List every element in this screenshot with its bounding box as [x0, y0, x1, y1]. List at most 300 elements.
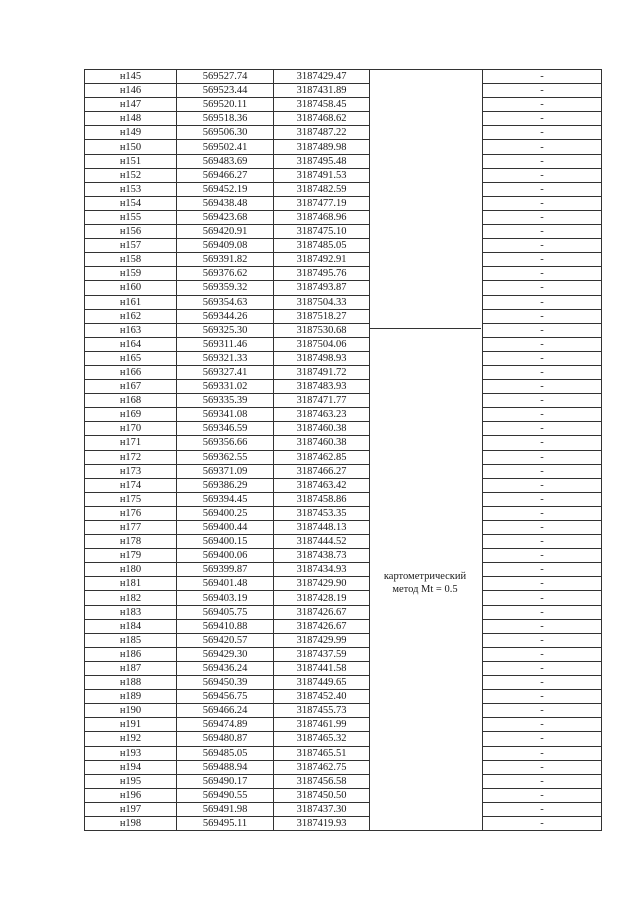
x-coordinate-cell: 569450.39 [177, 676, 274, 690]
x-coordinate-cell: 569331.02 [177, 380, 274, 394]
deviation-cell: - [483, 802, 602, 816]
y-coordinate-cell: 3187456.58 [274, 774, 370, 788]
method-cell [370, 506, 483, 520]
method-cell [370, 464, 483, 478]
point-cell: н179 [85, 549, 177, 563]
point-cell: н150 [85, 140, 177, 154]
deviation-cell: - [483, 140, 602, 154]
y-coordinate-cell: 3187437.30 [274, 802, 370, 816]
deviation-cell: - [483, 84, 602, 98]
method-cell [370, 605, 483, 619]
x-coordinate-cell: 569474.89 [177, 718, 274, 732]
deviation-cell: - [483, 281, 602, 295]
coordinates-table [84, 69, 602, 831]
x-coordinate-cell: 569341.08 [177, 408, 274, 422]
y-coordinate-cell: 3187450.50 [274, 788, 370, 802]
table-row [85, 774, 602, 788]
point-cell: н191 [85, 718, 177, 732]
deviation-cell: - [483, 309, 602, 323]
method-cell [370, 760, 483, 774]
point-cell: н145 [85, 70, 177, 84]
method-cell [370, 802, 483, 816]
method-cell [370, 774, 483, 788]
deviation-cell: - [483, 549, 602, 563]
method-cell [370, 112, 483, 126]
x-coordinate-cell: 569452.19 [177, 182, 274, 196]
method-cell [370, 521, 483, 535]
y-coordinate-cell: 3187449.65 [274, 676, 370, 690]
y-coordinate-cell: 3187438.73 [274, 549, 370, 563]
x-coordinate-cell: 569480.87 [177, 732, 274, 746]
y-coordinate-cell: 3187426.67 [274, 619, 370, 633]
deviation-cell: - [483, 506, 602, 520]
y-coordinate-cell: 3187504.06 [274, 337, 370, 351]
method-cell [370, 380, 483, 394]
y-coordinate-cell: 3187429.90 [274, 577, 370, 591]
y-coordinate-cell: 3187426.67 [274, 605, 370, 619]
y-coordinate-cell: 3187429.99 [274, 633, 370, 647]
deviation-cell: - [483, 521, 602, 535]
y-coordinate-cell: 3187463.23 [274, 408, 370, 422]
method-cell [370, 154, 483, 168]
x-coordinate-cell: 569420.57 [177, 633, 274, 647]
point-cell: н193 [85, 746, 177, 760]
point-cell: н149 [85, 126, 177, 140]
y-coordinate-cell: 3187495.76 [274, 267, 370, 281]
x-coordinate-cell: 569327.41 [177, 365, 274, 379]
deviation-cell: - [483, 535, 602, 549]
y-coordinate-cell: 3187431.89 [274, 84, 370, 98]
deviation-cell: - [483, 168, 602, 182]
deviation-cell: - [483, 661, 602, 675]
method-cell [370, 351, 483, 365]
x-coordinate-cell: 569520.11 [177, 98, 274, 112]
method-cell [370, 295, 483, 309]
x-coordinate-cell: 569325.30 [177, 323, 274, 337]
point-cell: н146 [85, 84, 177, 98]
table-row [85, 549, 602, 563]
point-cell: н189 [85, 690, 177, 704]
method-cell [370, 98, 483, 112]
point-cell: н182 [85, 591, 177, 605]
table-row [85, 690, 602, 704]
method-divider [369, 328, 481, 329]
point-cell: н197 [85, 802, 177, 816]
y-coordinate-cell: 3187493.87 [274, 281, 370, 295]
x-coordinate-cell: 569400.06 [177, 549, 274, 563]
point-cell: н161 [85, 295, 177, 309]
deviation-cell: - [483, 591, 602, 605]
point-cell: н148 [85, 112, 177, 126]
method-cell [370, 478, 483, 492]
method-cell [370, 126, 483, 140]
point-cell: н198 [85, 816, 177, 830]
table-row [85, 732, 602, 746]
table-row [85, 295, 602, 309]
table-row [85, 337, 602, 351]
table-row [85, 154, 602, 168]
method-cell [370, 70, 483, 84]
x-coordinate-cell: 569523.44 [177, 84, 274, 98]
x-coordinate-cell: 569405.75 [177, 605, 274, 619]
y-coordinate-cell: 3187504.33 [274, 295, 370, 309]
table-row [85, 619, 602, 633]
deviation-cell: - [483, 816, 602, 830]
deviation-cell: - [483, 760, 602, 774]
y-coordinate-cell: 3187485.05 [274, 239, 370, 253]
x-coordinate-cell: 569359.32 [177, 281, 274, 295]
table-row [85, 210, 602, 224]
y-coordinate-cell: 3187437.59 [274, 647, 370, 661]
deviation-cell: - [483, 450, 602, 464]
table-row [85, 225, 602, 239]
method-cell [370, 337, 483, 351]
table-row [85, 661, 602, 675]
deviation-cell: - [483, 196, 602, 210]
deviation-cell: - [483, 690, 602, 704]
method-cell [370, 450, 483, 464]
point-cell: н170 [85, 422, 177, 436]
point-cell: н195 [85, 774, 177, 788]
deviation-cell: - [483, 563, 602, 577]
table-row [85, 422, 602, 436]
x-coordinate-cell: 569438.48 [177, 196, 274, 210]
y-coordinate-cell: 3187491.53 [274, 168, 370, 182]
method-cell [370, 394, 483, 408]
table-row [85, 760, 602, 774]
table-row [85, 408, 602, 422]
point-cell: н177 [85, 521, 177, 535]
point-cell: н152 [85, 168, 177, 182]
x-coordinate-cell: 569371.09 [177, 464, 274, 478]
table-row [85, 535, 602, 549]
deviation-cell: - [483, 732, 602, 746]
table-row [85, 112, 602, 126]
method-cell [370, 168, 483, 182]
table-row [85, 239, 602, 253]
deviation-cell: - [483, 422, 602, 436]
method-cell [370, 225, 483, 239]
deviation-cell: - [483, 577, 602, 591]
y-coordinate-cell: 3187462.75 [274, 760, 370, 774]
deviation-cell: - [483, 704, 602, 718]
table-row [85, 70, 602, 84]
deviation-cell: - [483, 380, 602, 394]
point-cell: н178 [85, 535, 177, 549]
x-coordinate-cell: 569321.33 [177, 351, 274, 365]
deviation-cell: - [483, 154, 602, 168]
point-cell: н175 [85, 492, 177, 506]
y-coordinate-cell: 3187460.38 [274, 436, 370, 450]
table-row [85, 605, 602, 619]
method-cell [370, 281, 483, 295]
point-cell: н167 [85, 380, 177, 394]
point-cell: н162 [85, 309, 177, 323]
y-coordinate-cell: 3187482.59 [274, 182, 370, 196]
deviation-cell: - [483, 774, 602, 788]
point-cell: н185 [85, 633, 177, 647]
x-coordinate-cell: 569490.17 [177, 774, 274, 788]
table-row [85, 168, 602, 182]
coordinates-table-body [85, 70, 602, 831]
point-cell: н151 [85, 154, 177, 168]
x-coordinate-cell: 569362.55 [177, 450, 274, 464]
x-coordinate-cell: 569466.24 [177, 704, 274, 718]
y-coordinate-cell: 3187483.93 [274, 380, 370, 394]
table-row [85, 478, 602, 492]
y-coordinate-cell: 3187468.62 [274, 112, 370, 126]
method-cell [370, 816, 483, 830]
point-cell: н158 [85, 253, 177, 267]
y-coordinate-cell: 3187453.35 [274, 506, 370, 520]
table-row [85, 506, 602, 520]
point-cell: н194 [85, 760, 177, 774]
table-row [85, 577, 602, 591]
point-cell: н183 [85, 605, 177, 619]
table-row [85, 253, 602, 267]
point-cell: н160 [85, 281, 177, 295]
table-row [85, 309, 602, 323]
deviation-cell: - [483, 365, 602, 379]
table-row [85, 521, 602, 535]
y-coordinate-cell: 3187489.98 [274, 140, 370, 154]
deviation-cell: - [483, 112, 602, 126]
point-cell: н186 [85, 647, 177, 661]
table-row [85, 98, 602, 112]
deviation-cell: - [483, 718, 602, 732]
deviation-cell: - [483, 605, 602, 619]
x-coordinate-cell: 569391.82 [177, 253, 274, 267]
table-row [85, 633, 602, 647]
table-row [85, 492, 602, 506]
point-cell: н176 [85, 506, 177, 520]
table-row [85, 394, 602, 408]
deviation-cell: - [483, 239, 602, 253]
table-row [85, 196, 602, 210]
table-row [85, 84, 602, 98]
y-coordinate-cell: 3187429.47 [274, 70, 370, 84]
table-row [85, 351, 602, 365]
deviation-cell: - [483, 619, 602, 633]
point-cell: н156 [85, 225, 177, 239]
x-coordinate-cell: 569490.55 [177, 788, 274, 802]
y-coordinate-cell: 3187492.91 [274, 253, 370, 267]
table-row [85, 788, 602, 802]
x-coordinate-cell: 569344.26 [177, 309, 274, 323]
method-cell [370, 661, 483, 675]
deviation-cell: - [483, 436, 602, 450]
y-coordinate-cell: 3187428.19 [274, 591, 370, 605]
x-coordinate-cell: 569483.69 [177, 154, 274, 168]
y-coordinate-cell: 3187441.58 [274, 661, 370, 675]
method-cell [370, 323, 483, 337]
point-cell: н180 [85, 563, 177, 577]
table-row [85, 704, 602, 718]
table-row [85, 450, 602, 464]
x-coordinate-cell: 569346.59 [177, 422, 274, 436]
x-coordinate-cell: 569518.36 [177, 112, 274, 126]
y-coordinate-cell: 3187465.32 [274, 732, 370, 746]
deviation-cell: - [483, 478, 602, 492]
point-cell: н147 [85, 98, 177, 112]
x-coordinate-cell: 569356.66 [177, 436, 274, 450]
deviation-cell: - [483, 337, 602, 351]
x-coordinate-cell: 569423.68 [177, 210, 274, 224]
method-cell [370, 619, 483, 633]
point-cell: н154 [85, 196, 177, 210]
point-cell: н166 [85, 365, 177, 379]
y-coordinate-cell: 3187434.93 [274, 563, 370, 577]
table-row [85, 126, 602, 140]
table-row [85, 718, 602, 732]
deviation-cell: - [483, 492, 602, 506]
x-coordinate-cell: 569409.08 [177, 239, 274, 253]
y-coordinate-cell: 3187461.99 [274, 718, 370, 732]
y-coordinate-cell: 3187419.93 [274, 816, 370, 830]
point-cell: н172 [85, 450, 177, 464]
table-row [85, 746, 602, 760]
x-coordinate-cell: 569420.91 [177, 225, 274, 239]
x-coordinate-cell: 569429.30 [177, 647, 274, 661]
point-cell: н164 [85, 337, 177, 351]
table-row [85, 647, 602, 661]
point-cell: н188 [85, 676, 177, 690]
method-cell [370, 309, 483, 323]
point-cell: н153 [85, 182, 177, 196]
method-cell [370, 196, 483, 210]
method-cell [370, 549, 483, 563]
method-cell [370, 140, 483, 154]
y-coordinate-cell: 3187498.93 [274, 351, 370, 365]
method-cell [370, 535, 483, 549]
y-coordinate-cell: 3187458.86 [274, 492, 370, 506]
deviation-cell: - [483, 70, 602, 84]
y-coordinate-cell: 3187495.48 [274, 154, 370, 168]
deviation-cell: - [483, 408, 602, 422]
y-coordinate-cell: 3187530.68 [274, 323, 370, 337]
method-cell [370, 690, 483, 704]
method-cell [370, 788, 483, 802]
table-row [85, 464, 602, 478]
y-coordinate-cell: 3187491.72 [274, 365, 370, 379]
x-coordinate-cell: 569491.98 [177, 802, 274, 816]
table-row [85, 323, 602, 337]
method-cell [370, 422, 483, 436]
x-coordinate-cell: 569466.27 [177, 168, 274, 182]
point-cell: н173 [85, 464, 177, 478]
point-cell: н184 [85, 619, 177, 633]
y-coordinate-cell: 3187518.27 [274, 309, 370, 323]
table-row [85, 802, 602, 816]
x-coordinate-cell: 569400.15 [177, 535, 274, 549]
method-line-1: картометрический [383, 571, 467, 582]
deviation-cell: - [483, 394, 602, 408]
method-cell [370, 182, 483, 196]
deviation-cell: - [483, 253, 602, 267]
y-coordinate-cell: 3187477.19 [274, 196, 370, 210]
x-coordinate-cell: 569400.25 [177, 506, 274, 520]
y-coordinate-cell: 3187463.42 [274, 478, 370, 492]
x-coordinate-cell: 569410.88 [177, 619, 274, 633]
deviation-cell: - [483, 323, 602, 337]
point-cell: н159 [85, 267, 177, 281]
point-cell: н155 [85, 210, 177, 224]
y-coordinate-cell: 3187487.22 [274, 126, 370, 140]
table-row [85, 140, 602, 154]
deviation-cell: - [483, 182, 602, 196]
method-cell [370, 365, 483, 379]
table-row [85, 676, 602, 690]
y-coordinate-cell: 3187444.52 [274, 535, 370, 549]
deviation-cell: - [483, 351, 602, 365]
x-coordinate-cell: 569335.39 [177, 394, 274, 408]
point-cell: н196 [85, 788, 177, 802]
y-coordinate-cell: 3187465.51 [274, 746, 370, 760]
point-cell: н165 [85, 351, 177, 365]
x-coordinate-cell: 569386.29 [177, 478, 274, 492]
deviation-cell: - [483, 267, 602, 281]
x-coordinate-cell: 569401.48 [177, 577, 274, 591]
point-cell: н174 [85, 478, 177, 492]
deviation-cell: - [483, 746, 602, 760]
y-coordinate-cell: 3187458.45 [274, 98, 370, 112]
method-cell [370, 408, 483, 422]
table-row [85, 267, 602, 281]
point-cell: н169 [85, 408, 177, 422]
method-cell [370, 239, 483, 253]
deviation-cell: - [483, 98, 602, 112]
method-cell [370, 253, 483, 267]
method-cell [370, 436, 483, 450]
method-cell [370, 704, 483, 718]
method-note [369, 570, 481, 596]
y-coordinate-cell: 3187475.10 [274, 225, 370, 239]
method-cell [370, 210, 483, 224]
x-coordinate-cell: 569485.05 [177, 746, 274, 760]
point-cell: н181 [85, 577, 177, 591]
y-coordinate-cell: 3187466.27 [274, 464, 370, 478]
x-coordinate-cell: 569311.46 [177, 337, 274, 351]
x-coordinate-cell: 569399.87 [177, 563, 274, 577]
table-row [85, 591, 602, 605]
deviation-cell: - [483, 126, 602, 140]
deviation-cell: - [483, 210, 602, 224]
y-coordinate-cell: 3187452.40 [274, 690, 370, 704]
method-cell [370, 732, 483, 746]
method-cell [370, 267, 483, 281]
y-coordinate-cell: 3187448.13 [274, 521, 370, 535]
point-cell: н163 [85, 323, 177, 337]
table-row [85, 182, 602, 196]
table-row [85, 380, 602, 394]
y-coordinate-cell: 3187462.85 [274, 450, 370, 464]
x-coordinate-cell: 569456.75 [177, 690, 274, 704]
x-coordinate-cell: 569394.45 [177, 492, 274, 506]
method-cell [370, 84, 483, 98]
table-row [85, 816, 602, 830]
x-coordinate-cell: 569527.74 [177, 70, 274, 84]
x-coordinate-cell: 569495.11 [177, 816, 274, 830]
method-cell [370, 718, 483, 732]
x-coordinate-cell: 569436.24 [177, 661, 274, 675]
deviation-cell: - [483, 633, 602, 647]
point-cell: н157 [85, 239, 177, 253]
point-cell: н190 [85, 704, 177, 718]
point-cell: н192 [85, 732, 177, 746]
table-row [85, 281, 602, 295]
table-row [85, 436, 602, 450]
deviation-cell: - [483, 788, 602, 802]
